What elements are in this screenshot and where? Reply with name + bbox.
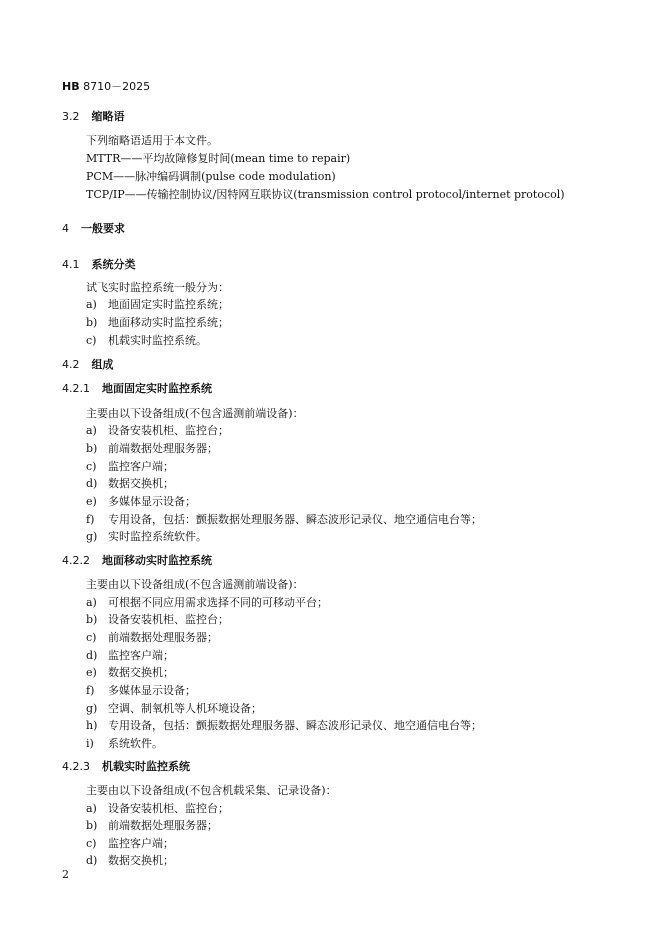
- section-4-heading: 4 一般要求: [62, 222, 125, 235]
- section-4-2-1-intro: 主要由以下设备组成(不包含遥测前端设备)：: [86, 407, 304, 420]
- list-item: h) 专用设备，包括：颤振数据处理服务器、瞬态波形记录仪、地空通信电台等；: [86, 719, 482, 732]
- abbr-tcpip: TCP/IP——传输控制协议/因特网互联协议(transmission control protocol/internet protocol): [86, 188, 565, 201]
- list-item: f) 多媒体显示设备；: [86, 684, 196, 697]
- list-item: d) 数据交换机；: [86, 477, 174, 490]
- section-4-2-2-heading: 4.2.2 地面移动实时监控系统: [62, 554, 212, 567]
- list-item: c) 机载实时监控系统。: [86, 334, 207, 347]
- list-item: e) 数据交换机；: [86, 666, 174, 679]
- abbr-pcm: PCM——脉冲编码调制(pulse code modulation): [86, 170, 336, 183]
- list-item: c) 前端数据处理服务器；: [86, 631, 218, 644]
- section-4-2-2-intro: 主要由以下设备组成(不包含遥测前端设备)：: [86, 578, 304, 591]
- section-4-1-intro: 试飞实时监控系统一般分为：: [86, 281, 229, 294]
- list-item: d) 监控客户端；: [86, 649, 174, 662]
- list-item: d) 数据交换机；: [86, 854, 174, 867]
- section-4-2-1-heading: 4.2.1 地面固定实时监控系统: [62, 382, 212, 395]
- section-4-2-3-intro: 主要由以下设备组成(不包含机载采集、记录设备)：: [86, 784, 337, 797]
- section-4-2-3-heading: 4.2.3 机载实时监控系统: [62, 760, 190, 773]
- abbr-mttr: MTTR——平均故障修复时间(mean time to repair): [86, 152, 351, 165]
- list-item: a) 设备安装机柜、监控台；: [86, 802, 229, 815]
- list-item: f) 专用设备，包括：颤振数据处理服务器、瞬态波形记录仪、地空通信电台等；: [86, 513, 482, 526]
- list-item: i) 系统软件。: [86, 737, 163, 750]
- list-item: c) 监控客户端；: [86, 460, 174, 473]
- list-item: a) 可根据不同应用需求选择不同的可移动平台；: [86, 596, 328, 609]
- list-item: a) 地面固定实时监控系统；: [86, 298, 229, 311]
- section-4-2-heading: 4.2 组成: [62, 358, 114, 371]
- page-number: 2: [62, 868, 69, 881]
- list-item: c) 监控客户端；: [86, 837, 174, 850]
- list-item: b) 前端数据处理服务器；: [86, 442, 218, 455]
- section-3-2-intro: 下列缩略语适用于本文件。: [86, 134, 218, 147]
- list-item: g) 实时监控系统软件。: [86, 530, 207, 543]
- section-3-2-heading: 3.2 缩略语: [62, 110, 125, 123]
- list-item: b) 设备安装机柜、监控台；: [86, 613, 229, 626]
- list-item: b) 前端数据处理服务器；: [86, 819, 218, 832]
- list-item: b) 地面移动实时监控系统；: [86, 316, 229, 329]
- list-item: e) 多媒体显示设备；: [86, 495, 196, 508]
- document-code: HB 8710－2025: [62, 80, 151, 93]
- section-4-1-heading: 4.1 系统分类: [62, 258, 136, 271]
- list-item: g) 空调、制氧机等人机环境设备；: [86, 702, 262, 715]
- list-item: a) 设备安装机柜、监控台；: [86, 424, 229, 437]
